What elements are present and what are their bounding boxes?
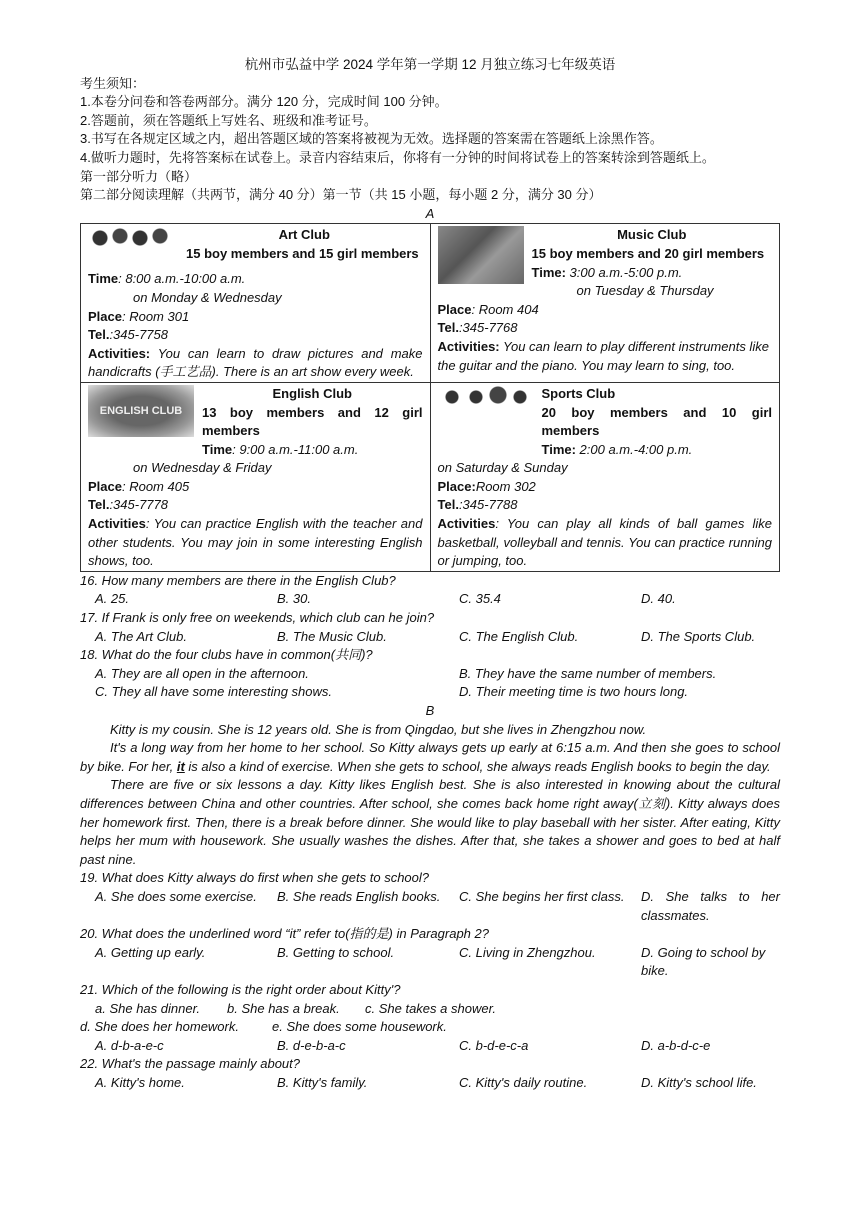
question-19-options: [80, 888, 780, 925]
question-17-option-d[interactable]: D. The Sports Club.: [641, 628, 756, 644]
question-17: 17. If Frank is only free on weekends, which club can he join?: [80, 610, 435, 626]
sports-club-name: Sports Club: [541, 385, 616, 401]
questions-a: [80, 572, 780, 702]
music-time: 3:00 a.m.-5:00 p.m.: [565, 264, 683, 280]
question-18-option-a[interactable]: A. They are all open in the afternoon.: [95, 665, 309, 681]
question-20: 20. What does the underlined word “it” refer to(指的是) in Paragraph 2?: [80, 926, 489, 942]
passage-b-paragraph-2: [80, 739, 780, 776]
question-22: 22. What's the passage mainly about?: [80, 1056, 301, 1072]
english-time-label: Time: [202, 441, 233, 457]
art-days: on Monday & Wednesday: [133, 289, 282, 305]
section-b-label: B: [425, 703, 435, 718]
sports-place: Room 302: [475, 478, 536, 494]
question-20-option-c[interactable]: C. Living in Zhengzhou.: [459, 944, 596, 960]
section-a-label: A: [425, 205, 435, 221]
sports-activities: : You can play all kinds of ball games like basketball, volleyball and tennis. You can practice running or jumping, too.: [437, 516, 772, 569]
english-place-label: Place: [88, 478, 122, 494]
music-club-cell: [430, 224, 780, 383]
english-club-members: 13 boy members and 12 girl members: [202, 404, 423, 439]
english-club-name: English Club: [272, 385, 352, 401]
part-2-heading: 第二部分阅读理解（共两节，满分 40 分）第一节（共 15 小题，每小题 2 分，满分 30 分）: [80, 187, 602, 203]
music-activities: You can learn to play different instruments like: [499, 338, 769, 354]
art-tel: :345-7758: [109, 327, 168, 343]
music-club-members: 15 boy members and 20 girl members: [531, 245, 765, 261]
passage-b-p2-end: is also a kind of exercise. When she gets to school, she always reads English books to begin the day.: [184, 758, 771, 774]
clubs-table: [80, 223, 780, 572]
question-19-option-c[interactable]: C. She begins her first class.: [459, 888, 625, 904]
question-19-option-d[interactable]: D. She talks to her classmates.: [641, 888, 780, 923]
music-activities-2: the guitar and the piano. You may learn to sing, too.: [437, 357, 736, 373]
music-time-label: Time:: [531, 264, 566, 280]
art-activities-label: Activities:: [88, 345, 151, 361]
art-activities: You can learn to draw pictures and make handicrafts (手工艺品). There is an art show every week.: [88, 345, 423, 380]
question-16-option-a[interactable]: A. 25.: [95, 591, 129, 607]
english-time: : 9:00 a.m.-11:00 a.m.: [232, 441, 359, 457]
question-20-option-d[interactable]: D. Going to school by bike.: [641, 944, 766, 979]
question-16-option-b[interactable]: B. 30.: [277, 591, 311, 607]
sports-tel: :345-7788: [458, 497, 518, 513]
art-club-cell: [81, 224, 431, 383]
passage-b-p2-start: It's a long way from her home to her school. So Kitty always gets up early at 6:15 a.m. And then she goes to school by bike. For her,: [80, 740, 780, 774]
sports-tel-label: Tel.: [437, 497, 459, 513]
exam-title: 杭州市弘益中学 2024 学年第一学期 12 月独立练习七年级英语: [244, 57, 616, 72]
notice-4: 4.做听力题时，先将答案标在试卷上。录音内容结束后，你将有一分钟的时间将试卷上的答案转涂到答题纸上。: [80, 149, 715, 165]
art-tel-label: Tel.: [88, 327, 110, 343]
passage-b-paragraph-3: There are five or six lessons a day. Kitty likes English best. She is also interested in knowing about the cultural differences between China and other countries. After school, she comes back home right away(立刻). Kitty always does her homework first. Then, there is a break before dinner. She would like to play baseball with her sister. After eating, Kitty helps her mum with housework. She usually washes the dishes. After that, she takes a shower and goes to bed at half past nine.: [80, 777, 780, 867]
question-21-item-a: a. She has dinner.: [95, 1000, 201, 1016]
question-19-option-b[interactable]: B. She reads English books.: [277, 888, 441, 904]
art-club-image: [88, 226, 178, 270]
sports-time-label: Time:: [541, 441, 576, 457]
question-21: 21. Which of the following is the right order about Kitty'?: [80, 981, 401, 997]
question-22-option-a[interactable]: A. Kitty's home.: [95, 1074, 185, 1090]
sports-activities-label: Activities: [437, 516, 496, 532]
english-tel: :345-7778: [109, 497, 168, 513]
question-22-option-c[interactable]: C. Kitty's daily routine.: [459, 1074, 588, 1090]
question-21-option-d[interactable]: D. a-b-d-c-e: [641, 1037, 711, 1053]
questions-b: [80, 869, 780, 1092]
question-16-option-d[interactable]: D. 40.: [641, 591, 676, 607]
question-18-options-row-1: [80, 665, 780, 684]
part-1-heading: 第一部分听力（略）: [80, 168, 198, 184]
question-21-option-a[interactable]: A. d-b-a-e-c: [95, 1037, 164, 1053]
question-21-item-c: c. She takes a shower.: [365, 1000, 497, 1016]
art-time-label: Time: [88, 271, 119, 287]
question-20-option-b[interactable]: B. Getting to school.: [277, 944, 395, 960]
sports-days: on Saturday & Sunday: [437, 460, 568, 476]
sports-place-label: Place:: [437, 478, 476, 494]
music-days: on Tuesday & Thursday: [576, 283, 714, 299]
question-18: 18. What do the four clubs have in common(共同)?: [80, 647, 373, 663]
question-22-option-d[interactable]: D. Kitty's school life.: [641, 1074, 757, 1090]
sports-club-image: [438, 385, 534, 441]
sports-club-cell: [430, 382, 780, 571]
question-17-options: [80, 628, 780, 647]
english-club-logo: [88, 385, 194, 437]
notice-2: 2.答题前，须在答题纸上写姓名、班级和准考证号。: [80, 112, 377, 128]
question-18-option-b[interactable]: B. They have the same number of members.: [459, 665, 717, 681]
question-21-item-e: e. She does some housework.: [272, 1019, 447, 1035]
exam-page: [80, 56, 780, 1092]
sports-time: 2:00 a.m.-4:00 p.m.: [575, 441, 693, 457]
music-club-image: [438, 226, 524, 284]
question-21-option-c[interactable]: C. b-d-e-c-a: [459, 1037, 529, 1053]
music-tel-label: Tel.: [437, 320, 459, 336]
art-place: : Room 301: [121, 308, 190, 324]
art-place-label: Place: [88, 308, 122, 324]
question-19-option-a[interactable]: A. She does some exercise.: [95, 888, 257, 904]
question-17-option-c[interactable]: C. The English Club.: [459, 628, 579, 644]
question-18-option-c[interactable]: C. They all have some interesting shows.: [95, 684, 332, 700]
passage-b: [80, 721, 780, 870]
passage-b-paragraph-1: Kitty is my cousin. She is 12 years old. She is from Qingdao, but she lives in Zhengzhou now.: [110, 721, 647, 737]
question-16-options: [80, 590, 780, 609]
art-time: : 8:00 a.m.-10:00 a.m.: [118, 271, 246, 287]
question-17-option-b[interactable]: B. The Music Club.: [277, 628, 387, 644]
question-21-items-row-2: [80, 1018, 780, 1037]
question-20-options: [80, 944, 780, 981]
english-club-logo-text: ENGLISH CLUB: [99, 404, 183, 417]
music-place-label: Place: [437, 301, 472, 317]
question-21-option-b[interactable]: B. d-e-b-a-c: [277, 1037, 346, 1053]
english-tel-label: Tel.: [88, 497, 110, 513]
english-activities-label: Activities: [88, 516, 146, 532]
english-club-cell: [81, 382, 431, 571]
music-tel: :345-7768: [458, 320, 518, 336]
question-18-option-d[interactable]: D. Their meeting time is two hours long.: [459, 684, 689, 700]
question-22-option-b[interactable]: B. Kitty's family.: [277, 1074, 368, 1090]
sports-club-members: 20 boy members and 10 girl members: [541, 404, 772, 439]
notice-label: 考生须知：: [80, 75, 146, 91]
english-place: : Room 405: [121, 478, 190, 494]
question-21-items-row-1: [80, 1000, 780, 1019]
question-16: 16. How many members are there in the English Club?: [80, 572, 396, 588]
art-club-members: 15 boy members and 15 girl members: [186, 245, 419, 261]
question-19: 19. What does Kitty always do first when she gets to school?: [80, 870, 430, 886]
question-21-options: [80, 1037, 780, 1056]
question-18-options-row-2: [80, 683, 780, 702]
question-21-item-b: b. She has a break.: [227, 1000, 340, 1016]
notice-1: 1.本卷分问卷和答卷两部分。满分 120 分，完成时间 100 分钟。: [80, 94, 448, 110]
question-16-option-c[interactable]: C. 35.4: [459, 591, 501, 607]
question-20-option-a[interactable]: A. Getting up early.: [95, 944, 206, 960]
art-club-name: Art Club: [278, 227, 330, 243]
english-days: on Wednesday & Friday: [133, 460, 272, 476]
underlined-word-it: it: [176, 758, 185, 774]
english-activities: : You can practice English with the teacher and other students. You may join in some interesting English shows, too.: [88, 516, 423, 569]
notice-3: 3.书写在各规定区域之内，超出答题区域的答案将被视为无效。选择题的答案需在答题纸上涂黑作答。: [80, 131, 663, 147]
question-21-item-d: d. She does her homework.: [80, 1019, 239, 1035]
music-club-name: Music Club: [617, 227, 687, 243]
question-22-options: [80, 1074, 780, 1093]
music-activities-label: Activities:: [437, 338, 500, 354]
question-17-option-a[interactable]: A. The Art Club.: [95, 628, 187, 644]
music-place: : Room 404: [471, 301, 539, 317]
